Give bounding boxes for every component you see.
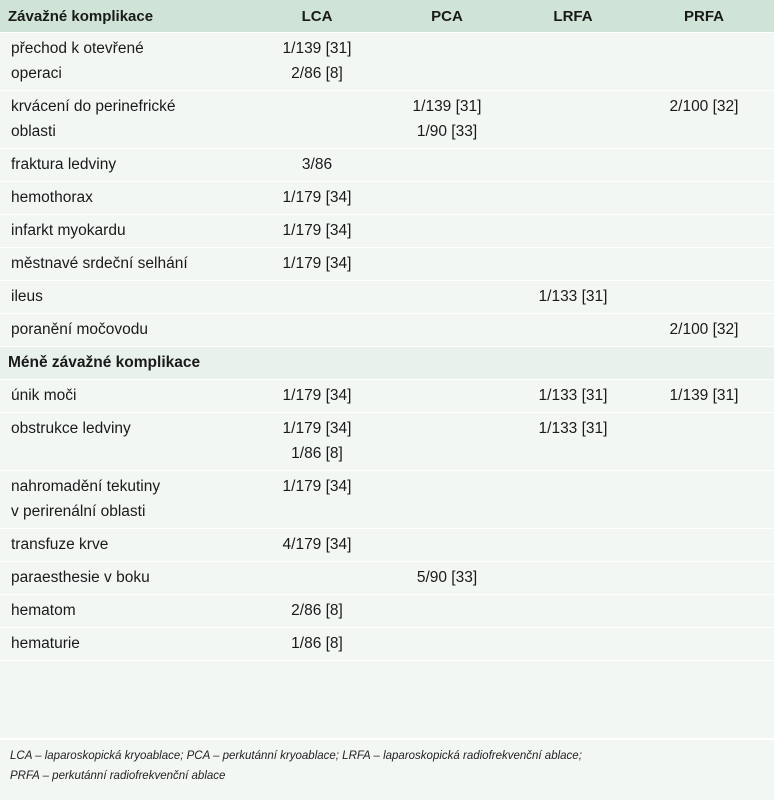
table-row	[0, 248, 774, 281]
table-row	[0, 595, 774, 628]
cell-lca: 1/179 [34]	[252, 380, 382, 413]
cell-pca	[382, 33, 512, 91]
table-row	[0, 281, 774, 314]
cell-lrfa: 1/133 [31]	[512, 380, 634, 413]
row-label: transfuze krve	[0, 529, 252, 562]
table-row	[0, 215, 774, 248]
cell-pca	[382, 529, 512, 562]
cell-lrfa	[512, 314, 634, 347]
cell-pca	[382, 380, 512, 413]
cell-lca: 1/179 [34]	[252, 182, 382, 215]
table-row	[0, 380, 774, 413]
row-label: fraktura ledviny	[0, 149, 252, 182]
header-lca: LCA	[252, 0, 382, 33]
header-lrfa: LRFA	[512, 0, 634, 33]
table-row	[0, 471, 774, 529]
header-prfa: PRFA	[634, 0, 774, 33]
header-pca: PCA	[382, 0, 512, 33]
cell-prfa	[634, 562, 774, 595]
cell-pca: 5/90 [33]	[382, 562, 512, 595]
section-title: Méně závažné komplikace	[0, 347, 774, 380]
cell-lca: 1/139 [31] 2/86 [8]	[252, 33, 382, 91]
cell-lrfa: 1/133 [31]	[512, 413, 634, 471]
cell-lrfa	[512, 248, 634, 281]
cell-prfa	[634, 182, 774, 215]
row-label: hemothorax	[0, 182, 252, 215]
cell-lrfa	[512, 182, 634, 215]
cell-lrfa	[512, 215, 634, 248]
cell-prfa	[634, 529, 774, 562]
table-row	[0, 562, 774, 595]
cell-lrfa	[512, 562, 634, 595]
table-header-row	[0, 0, 774, 33]
row-label: poranění močovodu	[0, 314, 252, 347]
cell-prfa	[634, 248, 774, 281]
cell-prfa: 2/100 [32]	[634, 91, 774, 149]
cell-pca	[382, 149, 512, 182]
cell-lrfa	[512, 471, 634, 529]
table-row	[0, 149, 774, 182]
cell-pca	[382, 413, 512, 471]
cell-lca: 1/179 [34] 1/86 [8]	[252, 413, 382, 471]
row-label: ileus	[0, 281, 252, 314]
cell-lrfa	[512, 595, 634, 628]
cell-lca	[252, 281, 382, 314]
cell-prfa	[634, 595, 774, 628]
cell-lrfa	[512, 529, 634, 562]
cell-lca	[252, 91, 382, 149]
row-label: únik moči	[0, 380, 252, 413]
cell-prfa	[634, 471, 774, 529]
cell-prfa: 1/139 [31]	[634, 380, 774, 413]
row-label: hematom	[0, 595, 252, 628]
cell-prfa	[634, 628, 774, 661]
cell-pca	[382, 628, 512, 661]
cell-lca: 1/179 [34]	[252, 248, 382, 281]
cell-lca	[252, 562, 382, 595]
row-label: nahromadění tekutiny v perirenální oblasti	[0, 471, 252, 529]
cell-lrfa	[512, 33, 634, 91]
row-label: hematurie	[0, 628, 252, 661]
footnote-divider	[0, 738, 774, 740]
table-row	[0, 314, 774, 347]
cell-prfa	[634, 149, 774, 182]
cell-pca	[382, 248, 512, 281]
cell-pca	[382, 471, 512, 529]
cell-lca: 4/179 [34]	[252, 529, 382, 562]
cell-lrfa	[512, 91, 634, 149]
row-label: krvácení do perinefrické oblasti	[0, 91, 252, 149]
cell-lca: 1/179 [34]	[252, 215, 382, 248]
cell-prfa: 2/100 [32]	[634, 314, 774, 347]
cell-lca: 1/179 [34]	[252, 471, 382, 529]
table-row	[0, 413, 774, 471]
table-row	[0, 628, 774, 661]
abbreviation-footnote: LCA – laparoskopická kryoablace; PCA – perkutánní kryoablace; LRFA – laparoskopická radiofrekvenční ablace; PRFA – perkutánní radiofrekvenční ablace	[10, 750, 582, 782]
row-label: městnavé srdeční selhání	[0, 248, 252, 281]
cell-lrfa	[512, 149, 634, 182]
header-complication: Závažné komplikace	[0, 0, 252, 33]
cell-lca: 3/86	[252, 149, 382, 182]
cell-pca	[382, 215, 512, 248]
cell-pca	[382, 595, 512, 628]
table-row	[0, 182, 774, 215]
table-row	[0, 33, 774, 91]
cell-pca: 1/139 [31] 1/90 [33]	[382, 91, 512, 149]
cell-pca	[382, 182, 512, 215]
cell-pca	[382, 281, 512, 314]
cell-lca: 1/86 [8]	[252, 628, 382, 661]
cell-prfa	[634, 215, 774, 248]
cell-prfa	[634, 281, 774, 314]
cell-prfa	[634, 413, 774, 471]
row-label: infarkt myokardu	[0, 215, 252, 248]
table-row	[0, 529, 774, 562]
row-label: obstrukce ledviny	[0, 413, 252, 471]
cell-lrfa	[512, 628, 634, 661]
row-label: přechod k otevřené operaci	[0, 33, 252, 91]
cell-pca	[382, 314, 512, 347]
table-body	[0, 33, 774, 661]
cell-lrfa: 1/133 [31]	[512, 281, 634, 314]
row-label: paraesthesie v boku	[0, 562, 252, 595]
section-header-row	[0, 347, 774, 380]
cell-prfa	[634, 33, 774, 91]
cell-lca	[252, 314, 382, 347]
table-row	[0, 91, 774, 149]
cell-lca: 2/86 [8]	[252, 595, 382, 628]
